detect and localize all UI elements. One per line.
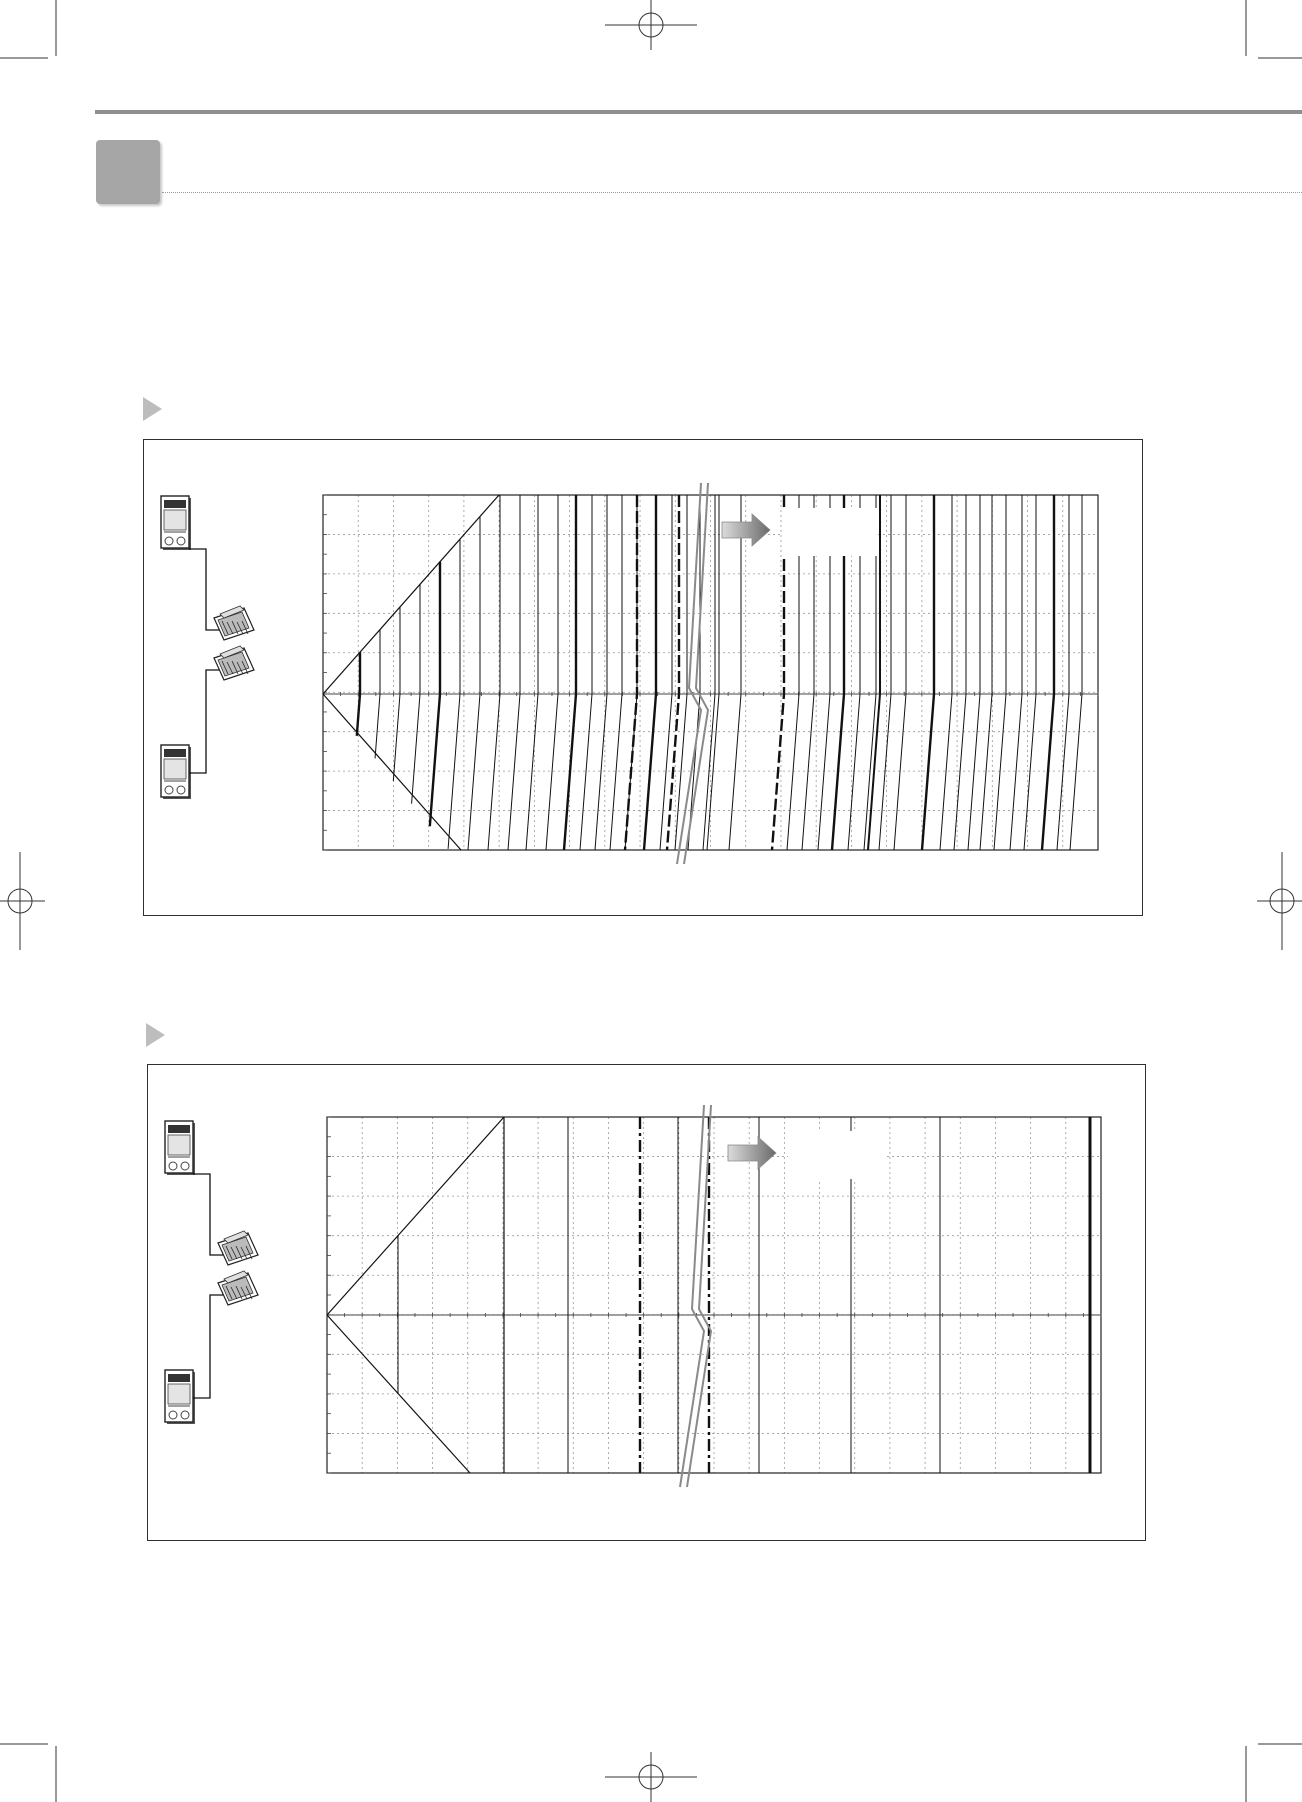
pipe-line [508, 495, 520, 850]
pipe-line [1010, 495, 1022, 850]
indoor-cassette-icon [218, 1231, 258, 1265]
double-wavy-break [684, 483, 708, 864]
pipe-line [660, 495, 672, 850]
pipe-line [644, 495, 656, 850]
outdoor-unit-icon [165, 1370, 195, 1424]
pipe-line [1042, 495, 1054, 850]
outdoor-unit-icon [161, 745, 191, 799]
indoor-cassette-icon [214, 606, 254, 640]
pipe-line [488, 495, 500, 850]
boundary-line-upper [327, 1117, 504, 1315]
arrow-label-box [782, 508, 878, 556]
pipe-line [729, 495, 741, 850]
arrow-label-box [788, 1131, 884, 1179]
connection-pipe [189, 670, 219, 773]
registration-mark-icon [605, 1752, 697, 1802]
pipe-line [580, 495, 592, 850]
connection-pipe [193, 1295, 223, 1398]
pipe-line [625, 495, 637, 850]
outdoor-unit-icon [161, 496, 191, 550]
pipe-line [968, 495, 980, 850]
pipe-line [610, 495, 622, 850]
double-wavy-break [687, 1105, 711, 1487]
indoor-cassette-icon [214, 646, 254, 680]
pipe-line [625, 495, 637, 850]
header-rule [95, 110, 1302, 114]
gradient-arrow-icon [728, 1137, 776, 1169]
pipe-line [1024, 495, 1036, 850]
pipe-line [707, 495, 719, 850]
boundary-line-upper [323, 495, 499, 694]
registration-mark-icon [1257, 852, 1302, 950]
heading-underline [162, 192, 1302, 193]
pipe-line [667, 495, 679, 850]
pipe-line [675, 495, 687, 850]
indoor-cassette-icon [218, 1271, 258, 1305]
pipe-line [994, 495, 1006, 850]
piping-diagram-2 [148, 1065, 1145, 1540]
piping-diagram-panel-1 [143, 439, 1143, 916]
pipe-line [546, 495, 558, 850]
piping-diagram-panel-2 [147, 1064, 1146, 1541]
pipe-line [954, 495, 966, 850]
registration-mark-icon [605, 0, 697, 50]
subsection-marker-icon [143, 397, 162, 421]
section-number-box [96, 140, 160, 204]
pipe-line [1070, 495, 1082, 850]
subsection-marker-icon [146, 1023, 165, 1047]
pipe-line [894, 495, 906, 850]
outdoor-unit-icon [165, 1121, 195, 1175]
boundary-line-lower [323, 694, 461, 850]
diagram-frame [327, 1117, 1101, 1473]
piping-diagram-1 [144, 440, 1142, 915]
pipe-line [922, 495, 934, 850]
pipe-line [980, 495, 992, 850]
pipe-line [468, 516, 480, 850]
registration-mark-icon [0, 852, 45, 950]
pipe-line [564, 495, 576, 850]
pipe-line [940, 495, 952, 850]
pipe-line [526, 495, 538, 850]
